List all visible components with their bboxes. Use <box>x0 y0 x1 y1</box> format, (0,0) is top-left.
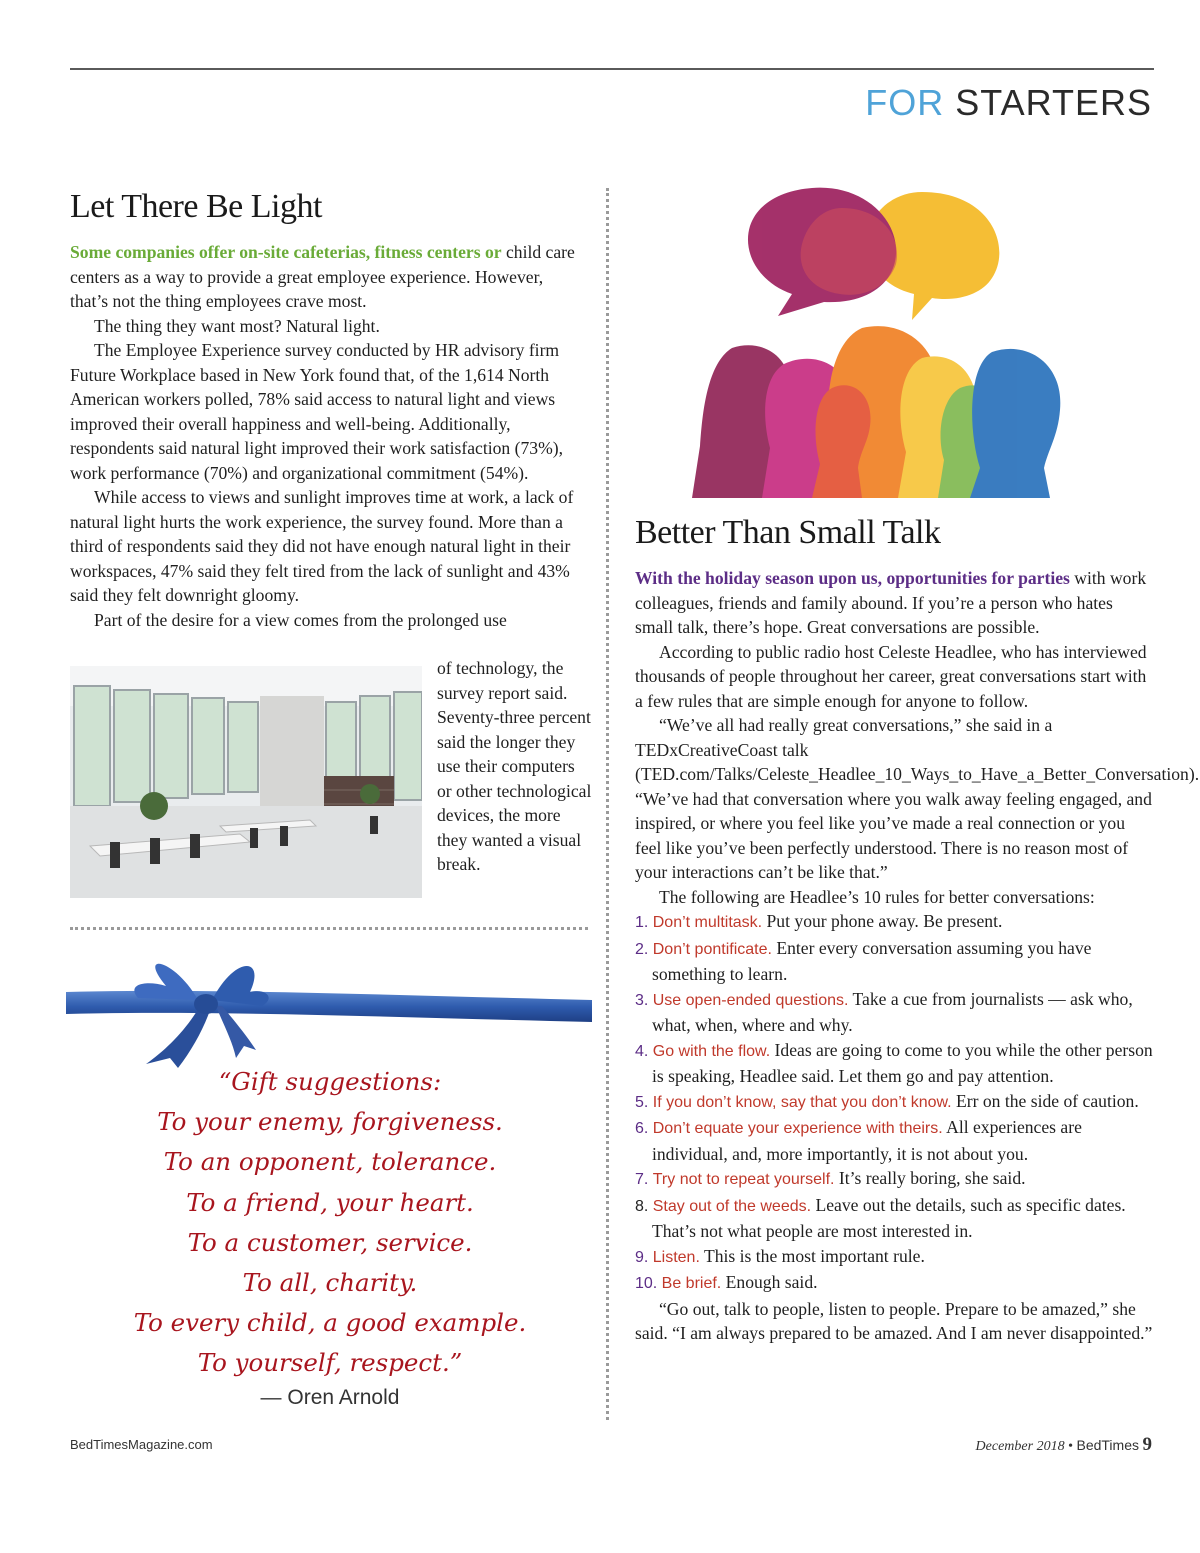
quote-line: To your enemy, forgiveness. <box>157 1107 503 1137</box>
footer-date: December 2018 <box>975 1439 1065 1454</box>
rule-text: Leave out the details, such as specific dates. That’s not what people are most interested in. <box>652 1194 1126 1241</box>
rule-number: 7. <box>635 1171 649 1188</box>
article-light-p5: Part of the desire for a view comes from the prolonged use <box>94 609 507 630</box>
article-light-p3: The Employee Experience survey conducted by HR advisory firm Future Workplace based in New York found that, of the 1,614 North American workers polled, 78% said access to natural light and views improved their overall happiness and well-being. Additionally, respondents said natural light improved their work satisfaction (73%), work performance (70%) and organizational commitment (54%). <box>70 340 563 483</box>
section-header-starters: STARTERS <box>955 82 1152 123</box>
article-light-p1 <box>70 240 580 314</box>
rule-number: 4. <box>635 1042 649 1060</box>
rule-text: Take a cue from journalists — ask who, what, when, where and why. <box>652 988 1133 1035</box>
list-item <box>635 936 1155 987</box>
list-item <box>635 987 1155 1038</box>
rule-text: This is the most important rule. <box>699 1245 925 1266</box>
rule-number: 8. <box>635 1197 649 1215</box>
top-rule <box>70 68 1154 70</box>
rule-title: Be brief. <box>661 1275 722 1292</box>
rule-text: Err on the side of caution. <box>951 1090 1139 1111</box>
list-item <box>635 1270 1155 1297</box>
quote-line: To all, charity. <box>242 1268 418 1298</box>
list-item <box>635 1089 1155 1116</box>
rule-number: 9. <box>635 1248 649 1266</box>
rule-title: Go with the flow. <box>652 1042 771 1060</box>
article-talk-title: Better Than Small Talk <box>635 514 941 551</box>
rule-title: If you don’t know, say that you don’t know. <box>652 1093 952 1111</box>
rule-number: 10. <box>635 1275 658 1292</box>
quote-line: To a customer, service. <box>187 1227 473 1257</box>
gift-quote <box>70 1062 590 1384</box>
footer-folio <box>976 1434 1152 1456</box>
blue-ribbon-bow <box>66 940 592 1070</box>
article-talk-p3: “We’ve all had really great conversations,” she said in a TEDxCreativeCoast talk (TED.com/Talks/Celeste_Headlee_10_Ways_to_Have_a_Better_Conversation). “We’ve had that conversation where you walk away feeling engaged, and inspired, or where you feel like you’ve made a real connection or you feel like you’ve been perfectly understood. There is no reason most of your interactions can’t be like that.” <box>635 715 1200 882</box>
article-talk-p1 <box>635 566 1155 640</box>
rule-text: Ideas are going to come to you while the other person is speaking, Headlee said. Let them go and pay attention. <box>652 1039 1153 1086</box>
article-light-p1-text: child care centers as a way to provide a great employee experience. However, that’s not the thing employees crave most. <box>70 242 575 311</box>
conversation-rules-list <box>635 909 1155 1297</box>
rule-title: Use open-ended questions. <box>652 991 849 1009</box>
article-light-title: Let There Be Light <box>70 188 322 225</box>
article-light-title-wrap <box>70 188 588 226</box>
list-item <box>635 1038 1155 1089</box>
article-talk-title-wrap <box>635 514 1155 552</box>
rule-text: Put your phone away. Be present. <box>762 911 1003 931</box>
article-light-lead: Some companies offer on-site cafeterias, fitness centers or <box>70 242 502 262</box>
list-item <box>635 1115 1155 1166</box>
article-light-p5-cont: of technology, the survey report said. Seventy-three percent said the longer they use their computers or other technological devices, the more they wanted a visual break. <box>437 658 592 874</box>
rule-title: Try not to repeat yourself. <box>652 1171 835 1188</box>
rule-title: Don’t pontificate. <box>652 940 772 958</box>
rule-number: 2. <box>635 940 649 958</box>
quote-line: “Gift suggestions: <box>218 1067 442 1096</box>
section-header <box>865 82 1152 124</box>
footer-bullet: • <box>1068 1439 1073 1454</box>
article-talk-p5: “Go out, talk to people, listen to people. Prepare to be amazed,” she said. “I am always prepared to be amazed. And I am never disappointed.” <box>635 1298 1153 1343</box>
rule-title: Don’t multitask. <box>652 914 763 931</box>
rule-title: Don’t equate your experience with theirs. <box>652 1120 943 1137</box>
footer-brand: BedTimes <box>1076 1437 1139 1453</box>
speech-bubbles-heads-illustration <box>692 178 1072 498</box>
article-talk-lead: With the holiday season upon us, opportunities for parties <box>635 568 1070 588</box>
rule-number: 6. <box>635 1120 649 1137</box>
rule-text: It’s really boring, she said. <box>834 1168 1026 1188</box>
article-light-p4: While access to views and sunlight improves time at work, a lack of natural light hurts the work experience, the survey found. More than a third of respondents said they did not have enough natural light in their workspaces, 47% said they felt tired from the lack of sunlight and 43% said they felt downright gloomy. <box>70 487 574 605</box>
footer-website: BedTimesMagazine.com <box>70 1437 213 1452</box>
dotted-divider-horizontal <box>70 927 588 930</box>
rule-title: Listen. <box>652 1248 700 1266</box>
rule-text: Enter every conversation assuming you have something to learn. <box>652 937 1092 984</box>
article-light-wrap-text <box>437 656 592 877</box>
list-item <box>635 1166 1155 1193</box>
article-talk-p2: According to public radio host Celeste Headlee, who has interviewed thousands of people throughout her career, great conversations start with a few rules that are simple enough for anyone to follow. <box>635 641 1147 711</box>
list-item <box>635 909 1155 936</box>
rule-number: 3. <box>635 991 649 1009</box>
page-number: 9 <box>1142 1434 1152 1455</box>
rule-text: All experiences are individual, and, more importantly, it is not about you. <box>652 1117 1082 1164</box>
section-header-for: FOR <box>865 82 945 123</box>
dotted-divider-vertical <box>606 188 609 1420</box>
quote-line: To yourself, respect.” <box>197 1348 463 1378</box>
quote-line: To a friend, your heart. <box>186 1187 474 1217</box>
rule-number: 1. <box>635 914 649 931</box>
quote-line: To an opponent, tolerance. <box>163 1147 497 1177</box>
article-talk-body <box>635 566 1200 1346</box>
list-item <box>635 1244 1155 1271</box>
office-photo <box>70 666 422 898</box>
rule-title: Stay out of the weeds. <box>652 1197 812 1215</box>
rule-number: 5. <box>635 1093 649 1111</box>
rule-text: Enough said. <box>721 1272 818 1292</box>
article-light-body <box>70 240 580 632</box>
article-talk-p4: The following are Headlee’s 10 rules for better conversations: <box>659 886 1095 907</box>
article-talk-p1-text: with work colleagues, friends and family abound. If you’re a person who hates small talk, there’s hope. Great conversations are possible. <box>635 568 1147 637</box>
list-item <box>635 1193 1155 1244</box>
article-light-p2: The thing they want most? Natural light. <box>94 315 380 336</box>
quote-attribution: — Oren Arnold <box>260 1386 400 1409</box>
quote-line: To every child, a good example. <box>133 1308 527 1338</box>
